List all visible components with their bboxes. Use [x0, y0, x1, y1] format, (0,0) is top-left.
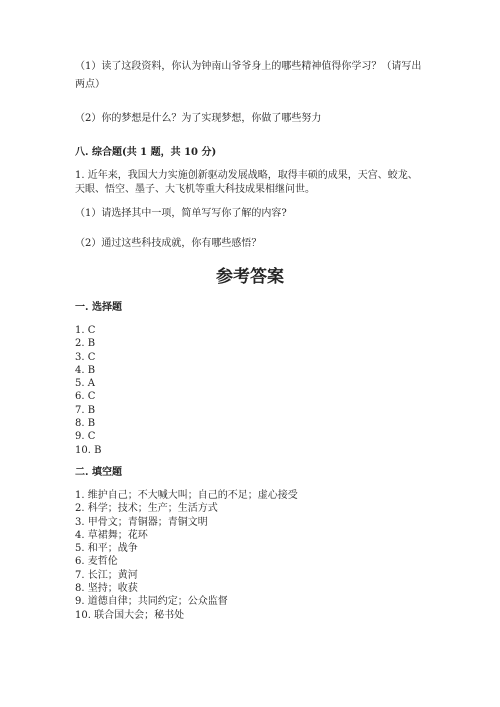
- fill-answer-item: 9. 道德自律；共同约定；公众监督: [75, 596, 228, 608]
- section-8-title: 八. 综合题(共 1 题，共 10 分): [75, 147, 217, 158]
- choice-heading: 一. 选择题: [75, 302, 122, 313]
- fill-answer-item: 8. 坚持；收获: [75, 583, 138, 595]
- section-8-text-line-1: 1. 近年来，我国大力实施创新驱动发展战略，取得丰硕的成果，天宫、蛟龙、: [75, 170, 418, 181]
- choice-answer-list: [75, 324, 101, 457]
- choice-answer-item: 5. A: [75, 378, 95, 390]
- choice-answer-item: 1. C: [75, 325, 96, 336]
- section-8-text-line-2: 天眼、悟空、墨子、大飞机等重大科技成果相继问世。: [75, 184, 315, 195]
- fill-answer-item: 6. 麦哲伦: [75, 556, 118, 568]
- fill-answer-item: 3. 甲骨文；青铜器；青铜文明: [75, 516, 208, 528]
- choice-answer-item: 4. B: [75, 364, 96, 376]
- fill-answer-list: [75, 489, 298, 622]
- section-8-question-1: （1）请选择其中一项，简单写写你了解的内容?: [75, 208, 287, 219]
- fill-answer-item: 5. 和平；战争: [75, 543, 138, 555]
- fill-answer-item: 10. 联合国大会；秘书处: [75, 609, 185, 621]
- fill-answer-item: 4. 草裙舞；花环: [75, 529, 148, 541]
- question-1-line-2: 两点）: [75, 79, 105, 90]
- fill-answer-item: 2. 科学；技术；生产；生活方式: [75, 503, 218, 515]
- choice-answer-item: 3. C: [75, 351, 96, 363]
- section-8-question-2: （2）通过这些科技成就，你有哪些感悟？: [75, 238, 262, 249]
- answers-title: 参考答案: [216, 267, 284, 287]
- choice-answer-item: 6. C: [75, 391, 96, 403]
- choice-answer-item: 9. C: [75, 431, 96, 443]
- question-2: （2）你的梦想是什么？为了实现梦想，你做了哪些努力: [75, 113, 322, 124]
- choice-answer-item: 7. B: [75, 404, 96, 416]
- question-1-line-1: （1）读了这段资料，你认为钟南山爷爷身上的哪些精神值得你学习？（请写出: [75, 61, 422, 72]
- choice-answer-item: 10. B: [75, 444, 102, 456]
- fill-answer-item: 7. 长江；黄河: [75, 569, 138, 581]
- fill-answer-item: 1. 维护自己；不大喊大叫；自己的不足；虚心接受: [75, 490, 298, 501]
- fill-heading: 二. 填空题: [75, 467, 122, 478]
- choice-answer-item: 8. B: [75, 418, 96, 430]
- choice-answer-item: 2. B: [75, 338, 96, 350]
